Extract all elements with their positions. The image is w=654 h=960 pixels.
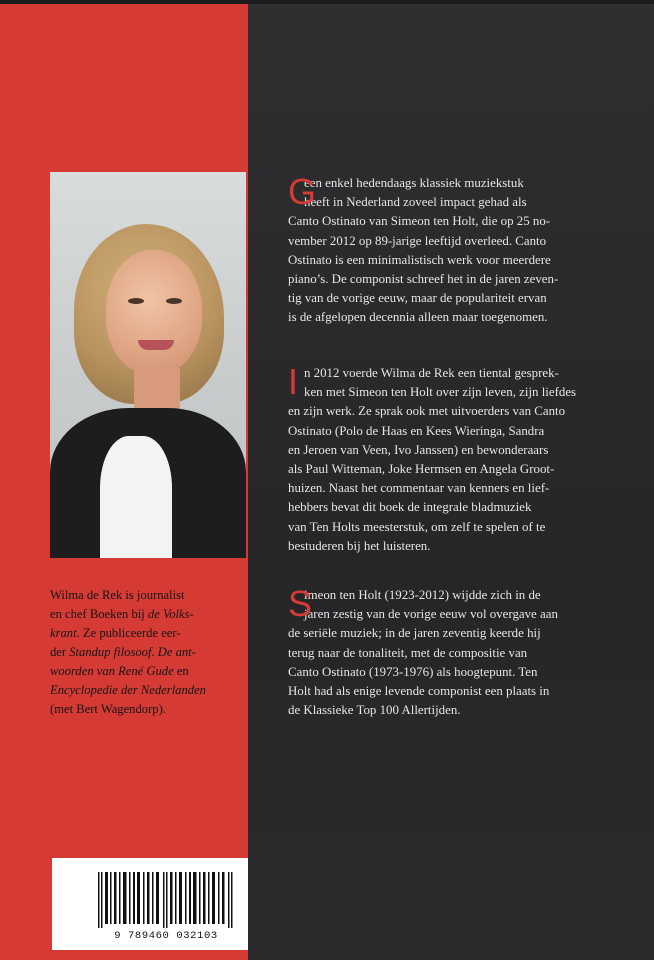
paragraph-line: hebbers bevat dit boek de integrale bladmuziek: [288, 500, 532, 515]
caption-text: en chef Boeken bij: [50, 607, 148, 621]
paragraph-line: bestuderen bij het luisteren.: [288, 538, 431, 553]
paragraph-line: imeon ten Holt (1923-2012) wijdde zich in de: [304, 588, 541, 602]
dropcap: S: [288, 583, 313, 624]
caption-text: en: [173, 664, 189, 678]
paragraph-line: en Jeroen van Veen, Ivo Janssen) en bewonderaars: [288, 442, 549, 457]
caption-text: Wilma de Rek is journalist: [50, 588, 185, 602]
photo-shirt: [100, 436, 172, 558]
paragraph-line: Holt had als enige levende componist een plaats in: [288, 684, 550, 699]
caption-text: (met Bert Wagendorp).: [50, 702, 166, 716]
photo-eye-right: [166, 298, 182, 304]
paragraph-line: Canto Ostinato (1973-1976) als hoogtepunt. Ten: [288, 664, 538, 679]
caption-line: [50, 643, 242, 662]
caption-text: .: [151, 645, 158, 659]
caption-line: [50, 624, 242, 643]
paragraph-line: n 2012 voerde Wilma de Rek een tiental gesprek-: [304, 366, 559, 380]
paragraph-line: Canto Ostinato van Simeon ten Holt, die op 25 no-: [288, 214, 551, 229]
photo-eye-left: [128, 298, 144, 304]
author-photo: [50, 172, 246, 558]
paragraph-line: vember 2012 op 89-jarige leeftijd overleed. Canto: [288, 233, 547, 248]
paragraph-line: heeft in Nederland zoveel impact gehad als: [304, 195, 527, 210]
caption-line: [50, 586, 242, 605]
caption-italic: Encyclopedie der Nederlanden: [50, 683, 206, 697]
blurb-paragraph-2: [288, 361, 628, 556]
paragraph-line: en zijn werk. Ze sprak ook met uitvoerders van Canto: [288, 404, 566, 419]
dropcap: G: [288, 171, 317, 212]
paragraph-line: de Klassieke Top 100 Allertijden.: [288, 703, 461, 718]
barcode-bars: [96, 872, 236, 928]
photo-mouth: [138, 340, 174, 350]
author-caption: [50, 586, 242, 719]
caption-line: [50, 605, 242, 624]
caption-line: [50, 662, 242, 681]
paragraph-line: de seriële muziek; in de jaren zeventig keerde hij: [288, 626, 541, 641]
paragraph-line: een enkel hedendaags klassiek muziekstuk: [304, 176, 524, 190]
paragraph-line: tig van de vorige eeuw, maar de populariteit ervan: [288, 291, 547, 306]
barcode-box: [52, 858, 248, 950]
barcode-svg: [96, 872, 236, 928]
caption-line: [50, 681, 242, 700]
caption-italic: Standup filosoof: [69, 645, 152, 659]
paragraph-line: terug naar de tonaliteit, met de compositie van: [288, 645, 528, 660]
paragraph-line: jaren zestig van de vorige eeuw vol overgave aan: [304, 607, 558, 622]
paragraph-line: is de afgelopen decennia alleen maar toegenomen.: [288, 310, 548, 325]
blurb-paragraph-1: [288, 171, 628, 328]
dropcap: I: [288, 361, 299, 402]
top-edge: [0, 0, 654, 4]
barcode-number: 9 789460 032103: [114, 930, 218, 942]
caption-italic: krant: [50, 626, 77, 640]
caption-italic: De ant-: [157, 645, 196, 659]
caption-italic: woorden van René Gude: [50, 664, 174, 678]
caption-text: der: [50, 645, 70, 659]
caption-italic: de Volks-: [147, 607, 194, 621]
paragraph-line: Ostinato is een minimalistisch werk voor meerdere: [288, 252, 551, 267]
caption-text: . Ze publiceerde eer-: [76, 626, 181, 640]
caption-line: [50, 700, 242, 719]
paragraph-line: huizen. Naast het commentaar van kenners en lief-: [288, 481, 550, 496]
paragraph-line: als Paul Witteman, Joke Hermsen en Angela Groot-: [288, 462, 555, 477]
paragraph-line: piano’s. De componist schreef het in de jaren zeven-: [288, 272, 559, 287]
paragraph-line: Ostinato (Polo de Haas en Kees Wieringa, Sandra: [288, 423, 545, 438]
paragraph-line: van Ten Holts meesterstuk, om zelf te spelen of te: [288, 519, 546, 534]
blurb-paragraph-3: [288, 583, 628, 720]
paragraph-line: ken met Simeon ten Holt over zijn leven, zijn liefdes: [304, 385, 577, 400]
photo-face: [106, 250, 202, 374]
